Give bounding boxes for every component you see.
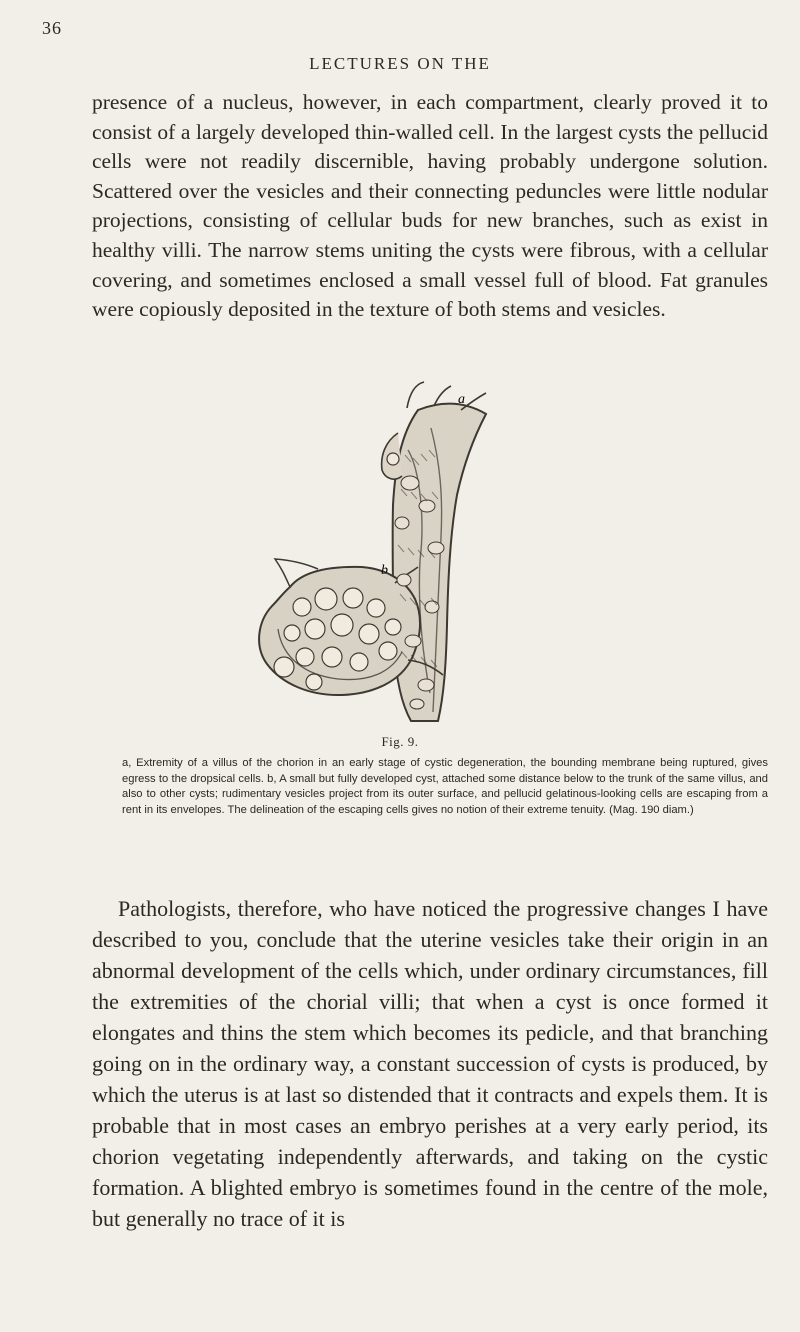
figure-label: Fig. 9. [381,734,419,749]
body-paragraph-top: presence of a nucleus, however, in each compartment, clearly proved it to consist of a largely developed thin-walled cell. In the largest cysts the pellucid cells were not readily discernible, having probably undergone solution. Scattered over the vesicles and their connecting peduncles were little nodular projections, consisting of cellular buds for new branches, such as exist in healthy villi. The narrow stems uniting the cysts were fibrous, with a cellular covering, and sometimes enclosed a small vessel full of blood. Fat granules were copiously deposited in the texture of both stems and vesicles. [92,90,768,322]
body-paragraph-main [92,893,768,1234]
page-number: 36 [42,18,62,38]
main-paragraph-text: Pathologists, therefore, who have noticed the progressive changes I have described to you, conclude that the uterine vesicles take their origin in an abnormal development of the cells which, under ordinary circumstances, fill the extremities of the chorial villi; that when a cyst is once formed it elongates and thins the stem which becomes its pedicle, and that branching going on in the ordinary way, a constant succession of cysts is produced, by which the uterus is at last so distended that it contracts and expels them. It is probable that in most cases an embryo perishes at a very early period, its chorion vegetating independently afterwards, and taking on the cystic formation. A blighted embryo is sometimes found in the centre of the mole, but generally no trace of it is [92,896,768,1231]
figure-illustration [250,375,550,725]
figure-caption: a, Extremity of a villus of the chorion in an early stage of cystic degeneration, the bounding membrane being ruptured, gives egress to the dropsical cells. b, A small but fully developed cyst, attached some distance below to the trunk of the same villus, and also to other cysts; rudimentary vesicles project from its outer surface, and pellucid gelatinous-looking cells are escaping from a rent in its envelopes. The delineation of the escaping cells gives no notion of their extreme tenuity. (Mag. 190 diam.) [122,757,768,816]
figure-letter-a: a [458,392,465,407]
figure-letter-b: b [381,563,388,578]
running-head: LECTURES ON THE [309,54,491,73]
